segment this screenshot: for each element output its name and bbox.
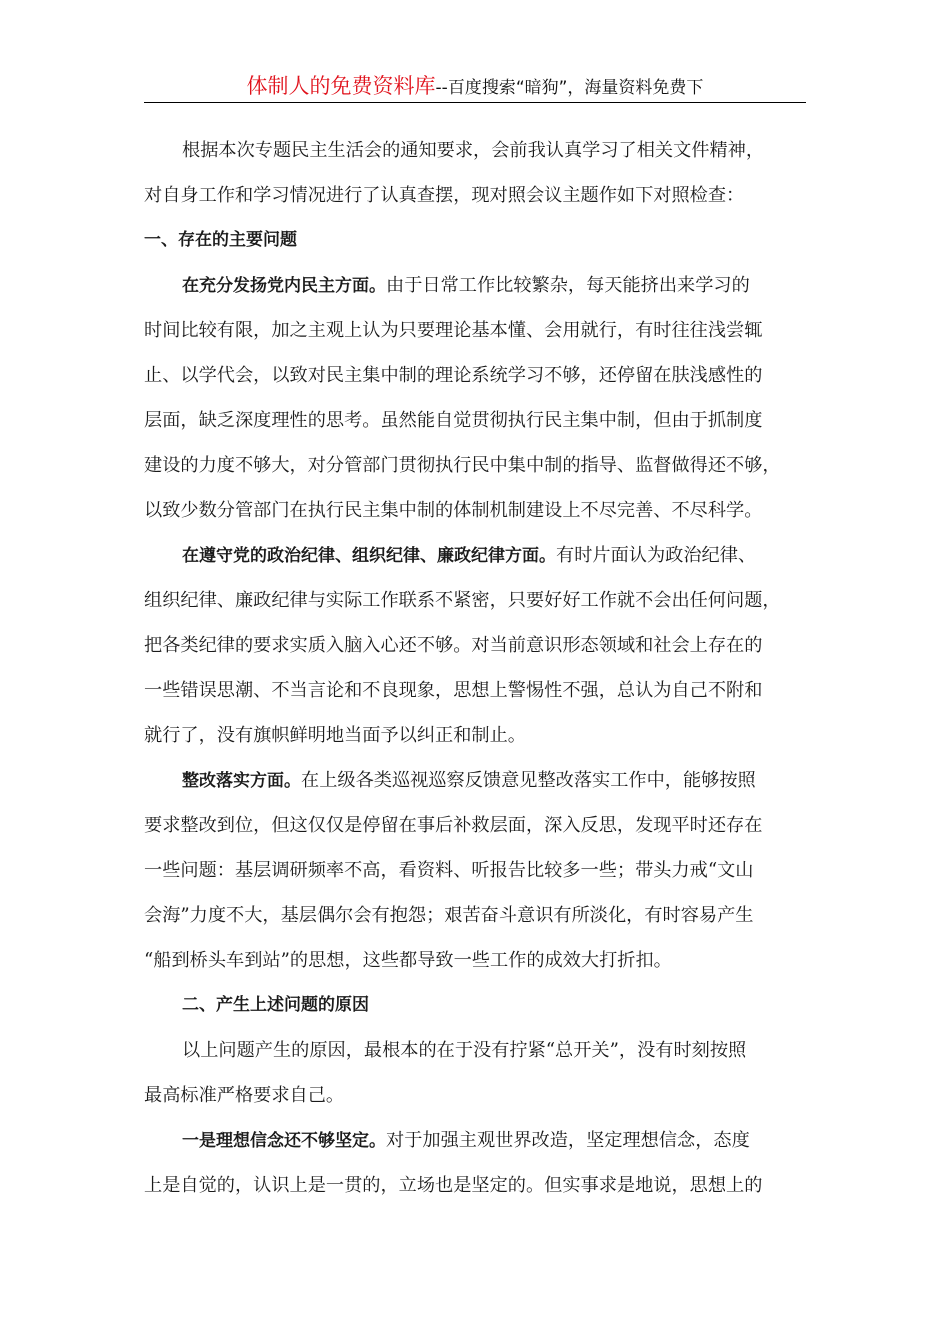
s1p1-line-4: 层面，缺乏深度理性的思考。虽然能自觉贯彻执行民主集中制，但由于抓制度 [144, 410, 763, 431]
s1p3-line-3: 一些问题：基层调研频率不高，看资料、听报告比较多一些；带头力戒“文山 [144, 860, 754, 881]
intro-line-2: 对自身工作和学习情况进行了认真查摆，现对照会议主题作如下对照检查： [144, 185, 745, 206]
s2p2-line-2: 上是自觉的，认识上是一贯的，立场也是坚定的。但实事求是地说，思想上的 [144, 1175, 763, 1196]
s2p2-text-1: 对于加强主观世界改造，坚定理想信念，态度 [386, 1130, 750, 1151]
section1-heading: 一、存在的主要问题 [144, 230, 297, 250]
s2p1-line-1: 以上问题产生的原因，最根本的在于没有拧紧“总开关”，没有时刻按照 [182, 1040, 747, 1061]
s1p3-title: 整改落实方面。 [182, 771, 301, 791]
intro-line-1: 根据本次专题民主生活会的通知要求，会前我认真学习了相关文件精神， [182, 140, 765, 161]
s1p1-line-5: 建设的力度不够大，对分管部门贯彻执行民中集中制的指导、监督做得还不够， [144, 455, 781, 476]
s1p1-line-1 [144, 263, 808, 308]
s1p2-line-5: 就行了，没有旗帜鲜明地当面予以纠正和制止。 [144, 725, 526, 746]
s1p3-line-2: 要求整改到位，但这仅仅是停留在事后补救层面，深入反思，发现平时还存在 [144, 815, 763, 836]
s2p2-line-1 [144, 1118, 808, 1163]
s1p1-line-2: 时间比较有限，加之主观上认为只要理论基本懂、会用就行，有时往往浅尝辄 [144, 320, 763, 341]
document-body [144, 128, 808, 1208]
s1p1-line-3: 止、以学代会，以致对民主集中制的理论系统学习不够，还停留在肤浅感性的 [144, 365, 763, 386]
s2p1-line-2: 最高标准严格要求自己。 [144, 1085, 345, 1106]
s1p1-line-6: 以致少数分管部门在执行民主集中制的体制机制建设上不尽完善、不尽科学。 [144, 500, 763, 521]
header-tagline: --百度搜索“暗狗”，海量资料免费下 [435, 78, 704, 98]
s1p3-line-4: 会海”力度不大，基层偶尔会有抱怨；艰苦奋斗意识有所淡化，有时容易产生 [144, 905, 754, 926]
s1p3-text-1: 在上级各类巡视巡察反馈意见整改落实工作中，能够按照 [301, 770, 756, 791]
header-brand: 体制人的免费资料库 [246, 74, 436, 98]
s1p2-line-4: 一些错误思潮、不当言论和不良现象，思想上警惕性不强，总认为自己不附和 [144, 680, 763, 701]
s1p3-line-5: “船到桥头车到站”的思想，这些都导致一些工作的成效大打折扣。 [144, 950, 672, 971]
section2-heading: 二、产生上述问题的原因 [182, 995, 369, 1015]
s1p2-line-1 [144, 533, 808, 578]
s1p2-text-1: 有时片面认为政治纪律、 [556, 545, 757, 566]
s1p3-line-1 [144, 758, 808, 803]
s1p2-line-3: 把各类纪律的要求实质入脑入心还不够。对当前意识形态领域和社会上存在的 [144, 635, 763, 656]
header-banner [144, 72, 806, 103]
s1p1-text-1: 由于日常工作比较繁杂，每天能挤出来学习的 [386, 275, 750, 296]
s1p2-line-2: 组织纪律、廉政纪律与实际工作联系不紧密，只要好好工作就不会出任何问题， [144, 590, 781, 611]
s2p2-title: 一是理想信念还不够坚定。 [182, 1131, 386, 1151]
s1p2-title: 在遵守党的政治纪律、组织纪律、廉政纪律方面。 [182, 546, 556, 566]
s1p1-title: 在充分发扬党内民主方面。 [182, 276, 386, 296]
